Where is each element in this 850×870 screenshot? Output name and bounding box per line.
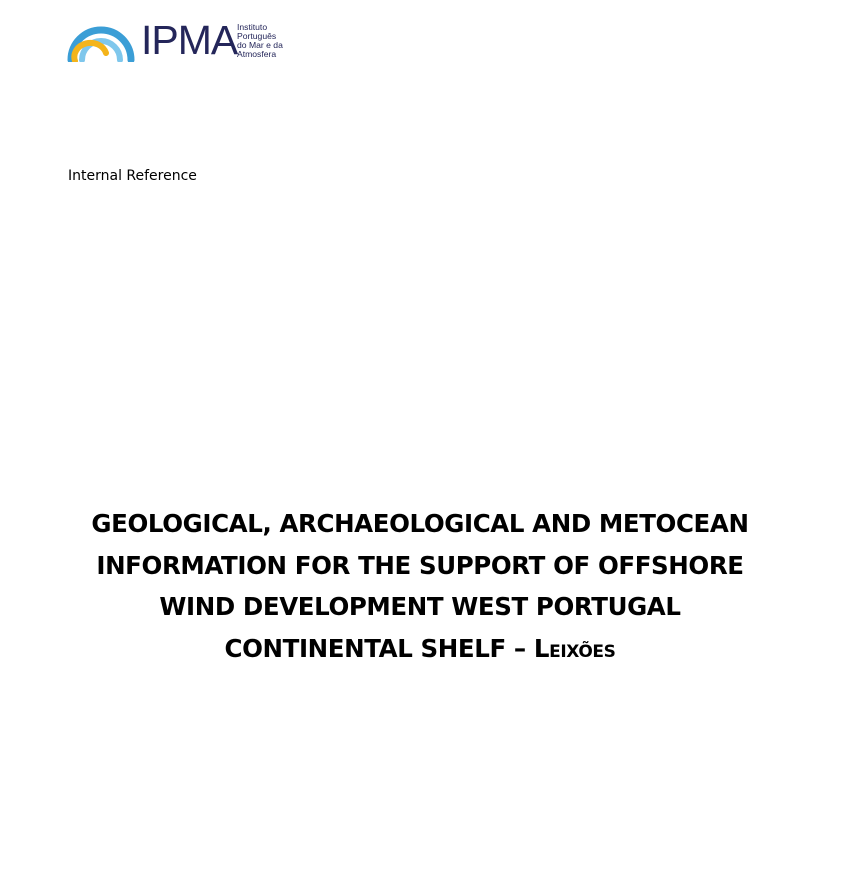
title-line-last [40, 628, 800, 670]
tagline-line: Português [237, 31, 277, 41]
tagline-line: Atmosfera [237, 49, 277, 59]
ipma-tagline [237, 23, 307, 59]
title-line: WIND DEVELOPMENT WEST PORTUGAL [159, 592, 681, 621]
title-line: GEOLOGICAL, ARCHAEOLOGICAL AND METOCEAN [91, 509, 749, 538]
title-prefix: CONTINENTAL SHELF – [224, 633, 534, 663]
ipma-wordmark: IPMA [141, 17, 238, 63]
tagline-line: do Mar e da [237, 40, 283, 50]
ipma-logo [66, 18, 296, 66]
title-site-name: Leixões [533, 633, 616, 663]
ipma-arc-logo-icon [66, 20, 136, 62]
title-line: INFORMATION FOR THE SUPPORT OF OFFSHORE [96, 550, 744, 580]
internal-reference-label: Internal Reference [68, 168, 197, 184]
tagline-line: Instituto [237, 22, 268, 32]
document-title [40, 503, 800, 669]
